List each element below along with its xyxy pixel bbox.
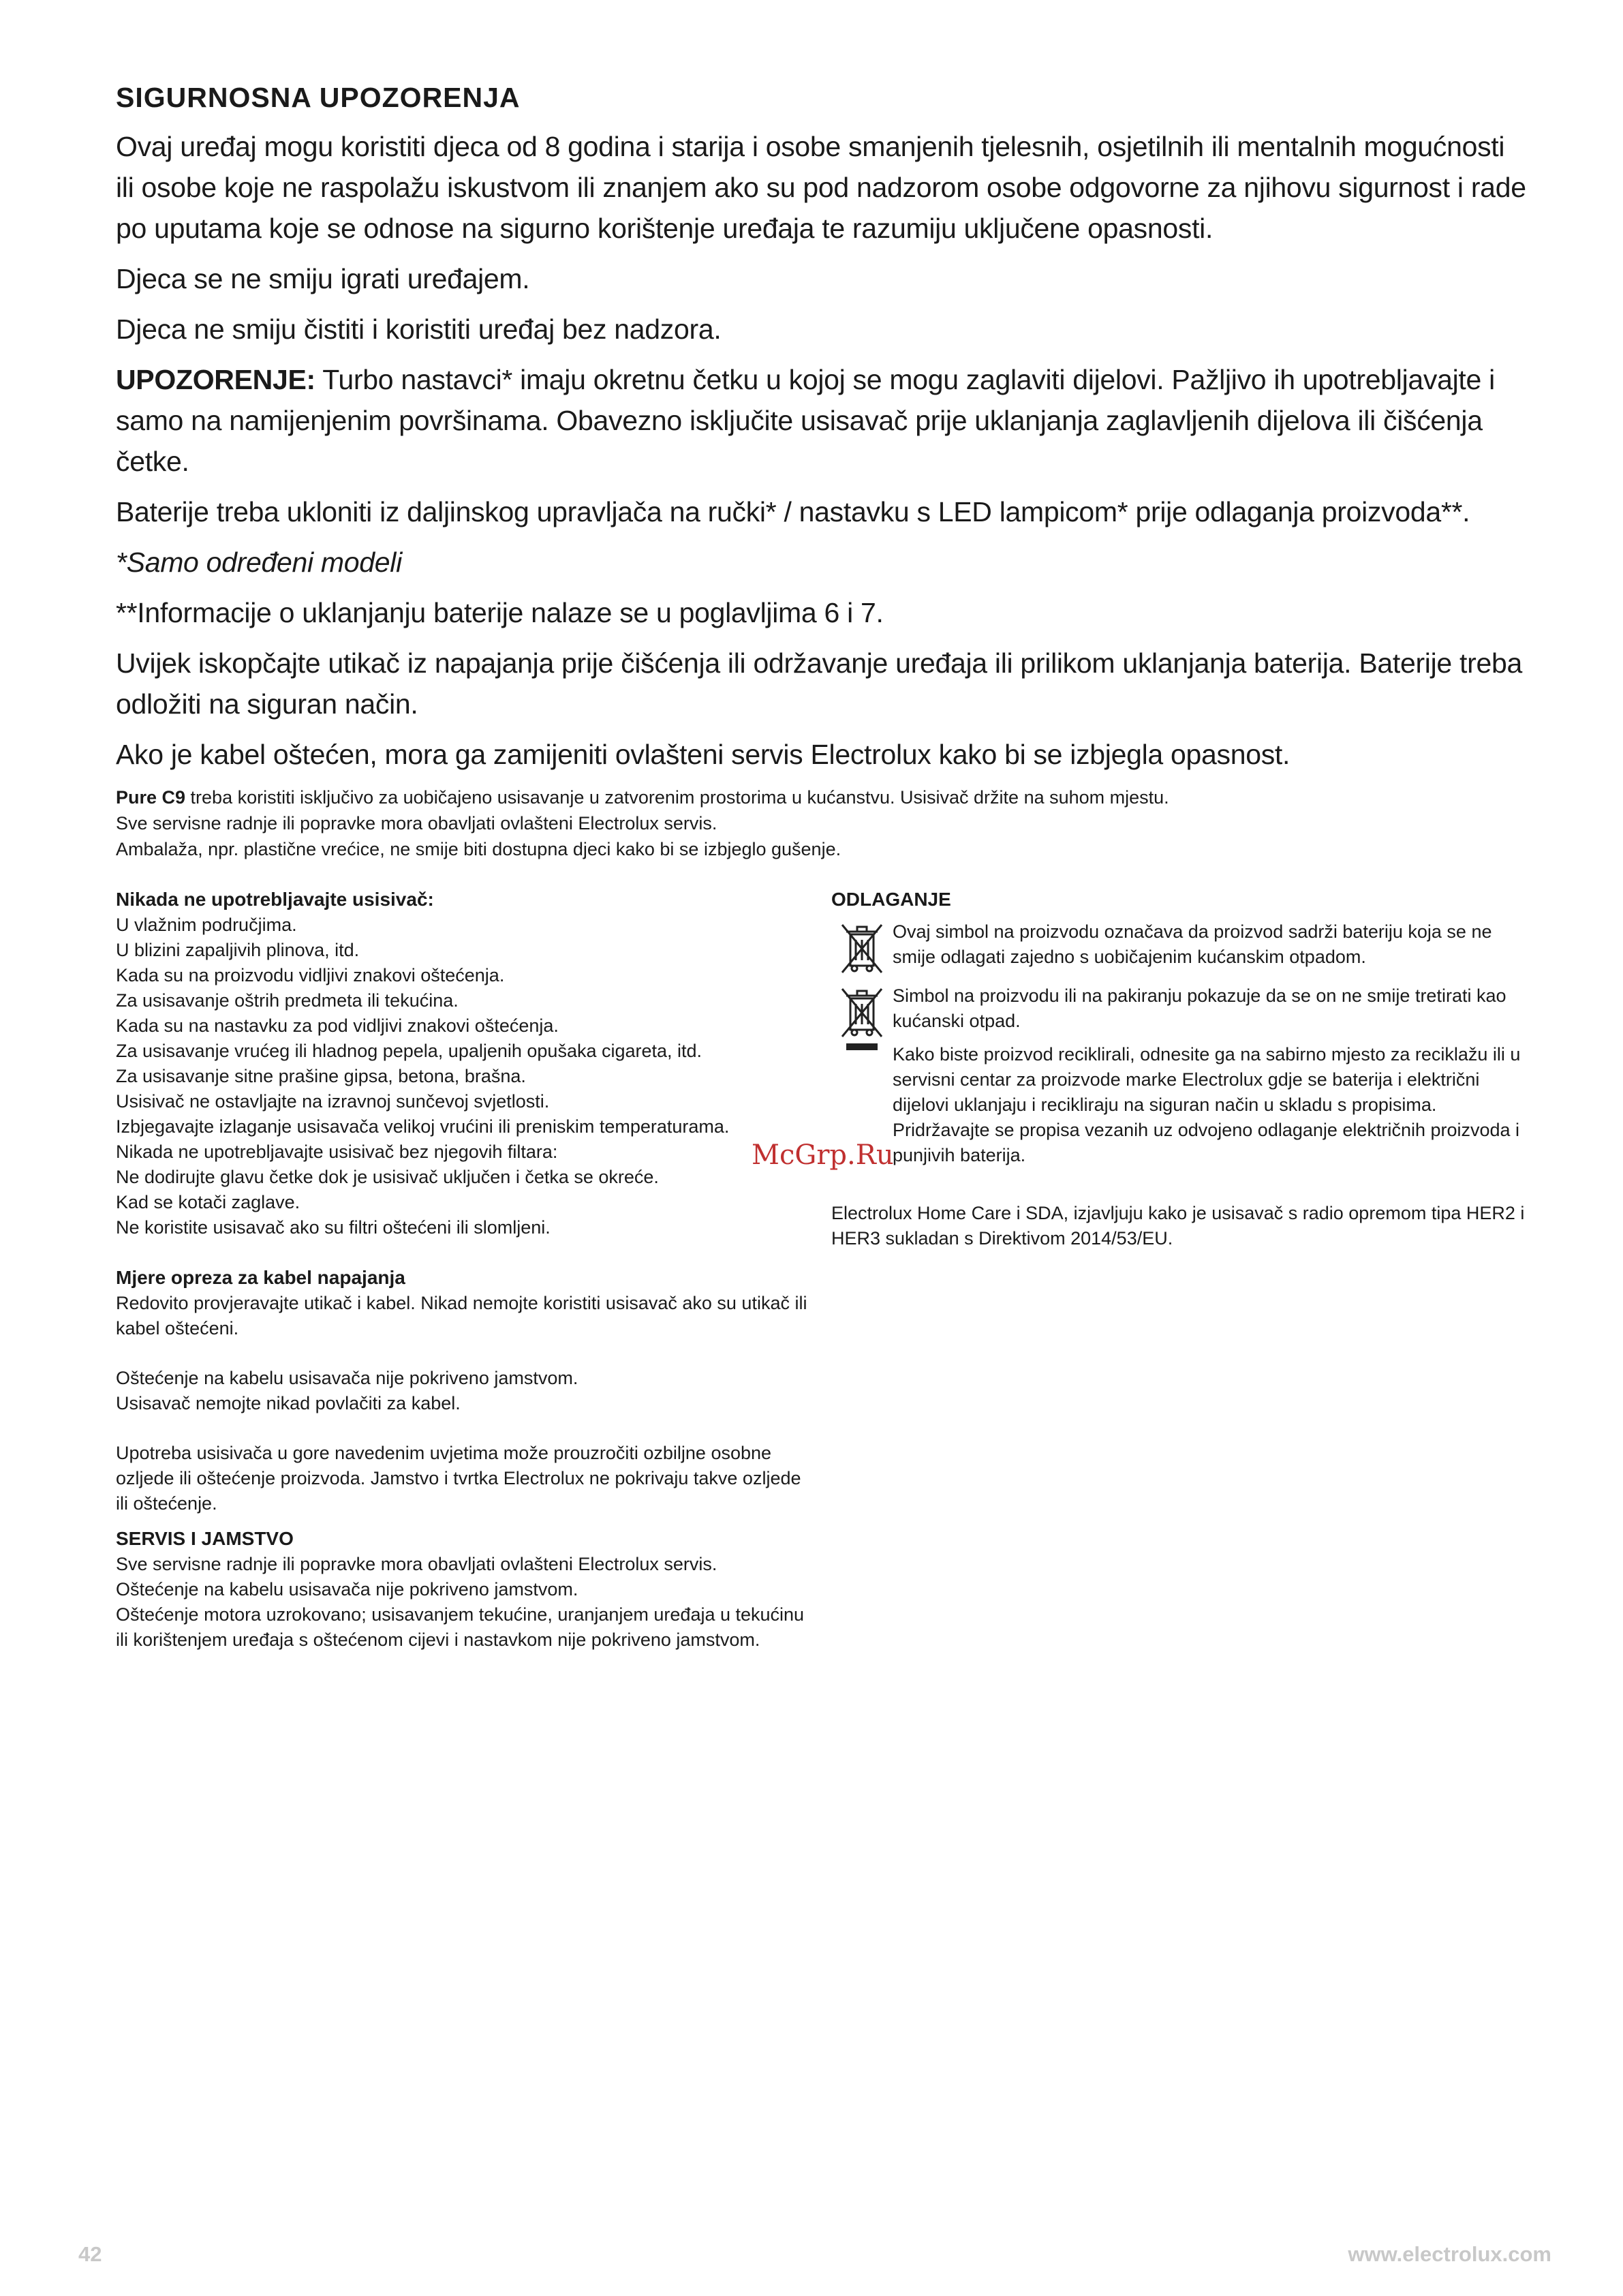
- usage-line: Sve servisne radnje ili popravke mora obavljati ovlašteni Electrolux servis.: [116, 813, 717, 833]
- service-paragraph: Sve servisne radnje ili popravke mora obavljati ovlašteni Electrolux servis.: [116, 1554, 717, 1574]
- disposal-row: [831, 983, 1526, 1168]
- list-item: U blizini zapaljivih plinova, itd.: [116, 940, 360, 960]
- lead-paragraph: Baterije treba ukloniti iz daljinskog upravljača na ručki* / nastavku s LED lampicom* prije odlaganja proizvoda**.: [116, 496, 1470, 527]
- service-paragraph: Oštećenje motora uzrokovano; usisavanjem tekućine, uranjanjem uređaja u tekućinu ili korištenjem uređaja s oštećenom cijevi i nastavkom nije pokriveno jamstvom.: [116, 1604, 805, 1650]
- disposal-row: [831, 919, 1526, 975]
- service-heading: SERVIS I JAMSTVO: [116, 1528, 294, 1549]
- models-note: *Samo određeni modeli: [116, 547, 402, 578]
- two-column-section: [116, 887, 1526, 1773]
- disposal-text: Ovaj simbol na proizvodu označava da proizvod sadrži bateriju koja se ne smije odlagati zajedno s uobičajenim kućanskim otpadom.: [893, 921, 1492, 967]
- crossed-bin-icon: [831, 919, 893, 975]
- warning-label: UPOZORENJE:: [116, 364, 315, 395]
- list-item: Kada su na proizvodu vidljivi znakovi oštećenja.: [116, 965, 505, 985]
- lead-section: [116, 126, 1526, 775]
- warning-paragraph: [116, 359, 1526, 482]
- page-content: [116, 82, 1526, 1773]
- usage-line: Pure C9 treba koristiti isključivo za uobičajeno usisavanje u zatvorenim prostorima u kućanstvu. Usisivač držite na suhom mjestu.: [116, 787, 1169, 808]
- list-item: Za usisavanje oštrih predmeta ili tekućina.: [116, 990, 459, 1011]
- cable-heading: Mjere opreza za kabel napajanja: [116, 1267, 405, 1288]
- list-item: Kad se kotači zaglave.: [116, 1192, 300, 1212]
- lead-paragraph: **Informacije o uklanjanju baterije nalaze se u poglavljima 6 i 7.: [116, 597, 884, 628]
- list-item: Za usisavanje vrućeg ili hladnog pepela, upaljenih opušaka cigareta, itd.: [116, 1041, 702, 1061]
- usage-line: Ambalaža, npr. plastične vrećice, ne smije biti dostupna djeci kako bi se izbjeglo gušenje.: [116, 839, 841, 859]
- lead-paragraph: Ako je kabel oštećen, mora ga zamijeniti ovlašteni servis Electrolux kako bi se izbjegla opasnost.: [116, 739, 1290, 770]
- disposal-text: Simbol na proizvodu ili na pakiranju pokazuje da se on ne smije tretirati kao kućanski otpad.: [893, 985, 1506, 1031]
- list-item: Usisivač ne ostavljajte na izravnoj sunčevoj svjetlosti.: [116, 1091, 550, 1112]
- page-number: 42: [78, 2242, 102, 2266]
- right-column: [831, 887, 1526, 1251]
- brand-name: Pure C9: [116, 787, 186, 808]
- cable-paragraph: Usisavač nemojte nikad povlačiti za kabel.: [116, 1393, 461, 1413]
- cable-paragraph: Oštećenje na kabelu usisavača nije pokriveno jamstvom.: [116, 1368, 578, 1388]
- list-item: Za usisavanje sitne prašine gipsa, betona, brašna.: [116, 1066, 526, 1086]
- cable-paragraph: Upotreba usisivača u gore navedenim uvjetima može prouzročiti ozbiljne osobne ozljede ili oštećenje proizvoda. Jamstvo i tvrtka Electrolux ne pokrivaju takve ozljede ili oštećenje.: [116, 1443, 801, 1514]
- footer-url[interactable]: www.electrolux.com: [1348, 2242, 1551, 2266]
- list-item: Ne dodirujte glavu četke dok je usisivač uključen i četka se okreće.: [116, 1167, 659, 1187]
- page-title: SIGURNOSNA UPOZORENJA: [116, 82, 521, 113]
- usage-notes: [116, 784, 1526, 862]
- service-paragraph: Oštećenje na kabelu usisavača nije pokriveno jamstvom.: [116, 1579, 578, 1599]
- never-use-heading: Nikada ne upotrebljavajte usisivač:: [116, 889, 434, 910]
- list-item: Nikada ne upotrebljavajte usisivač bez njegovih filtara:: [116, 1142, 558, 1162]
- lead-paragraph: Djeca se ne smiju igrati uređajem.: [116, 263, 530, 294]
- lead-paragraph: Ovaj uređaj mogu koristiti djeca od 8 godina i starija i osobe smanjenih tjelesnih, osjetilnih ili mentalnih mogućnosti ili osobe koje ne raspolažu iskustvom ili znanjem ako su pod nadzorom osobe odgovorne za njihovu sigurnost i rade po uputama koje se odnose na sigurno korištenje uređaja te razumiju uključene opasnosti.: [116, 131, 1526, 244]
- lead-paragraph: Uvijek iskopčajte utikač iz napajanja prije čišćenja ili održavanje uređaja ili prilikom uklanjanja baterija. Baterije treba odložiti na siguran način.: [116, 647, 1522, 720]
- lead-paragraph: Djeca ne smiju čistiti i koristiti uređaj bez nadzora.: [116, 313, 722, 345]
- list-item: Ne koristite usisavač ako su filtri oštećeni ili slomljeni.: [116, 1217, 551, 1238]
- never-use-list: [116, 913, 811, 1240]
- list-item: Izbjegavajte izlaganje usisavača velikoj vrućini ili preniskim temperaturama.: [116, 1116, 730, 1137]
- cable-paragraph: Redovito provjeravajte utikač i kabel. Nikad nemojte koristiti usisavač ako su utikač ili kabel oštećeni.: [116, 1293, 807, 1338]
- disposal-text: Kako biste proizvod reciklirali, odnesite ga na sabirno mjesto za reciklažu ili u servisni centar za proizvode marke Electrolux gdje se baterija i električni dijelovi uklanjaju i recikliraju na siguran način u skladu s propisima. Pridržavajte se propisa vezanih uz odvojeno odlaganje električnih proizvoda i punjivih baterija.: [893, 1044, 1521, 1165]
- watermark: McGrp.Ru: [752, 1139, 894, 1171]
- crossed-bin-with-bar-icon: [831, 983, 893, 1052]
- warning-text: Turbo nastavci* imaju okretnu četku u kojoj se mogu zaglaviti dijelovi. Pažljivo ih upotrebljavajte i samo na namijenjenim površinama. Obavezno isključite usisavač prije uklanjanja zaglavljenih dijelova ili čišćenja četke.: [116, 364, 1495, 477]
- list-item: U vlažnim područjima.: [116, 915, 297, 935]
- declaration-text: Electrolux Home Care i SDA, izjavljuju kako je usisavač s radio opremom tipa HER2 i HER3 sukladan s Direktivom 2014/53/EU.: [831, 1203, 1525, 1249]
- left-column: [116, 887, 811, 1653]
- list-item: Kada su na nastavku za pod vidljivi znakovi oštećenja.: [116, 1015, 559, 1036]
- disposal-heading: ODLAGANJE: [831, 889, 951, 910]
